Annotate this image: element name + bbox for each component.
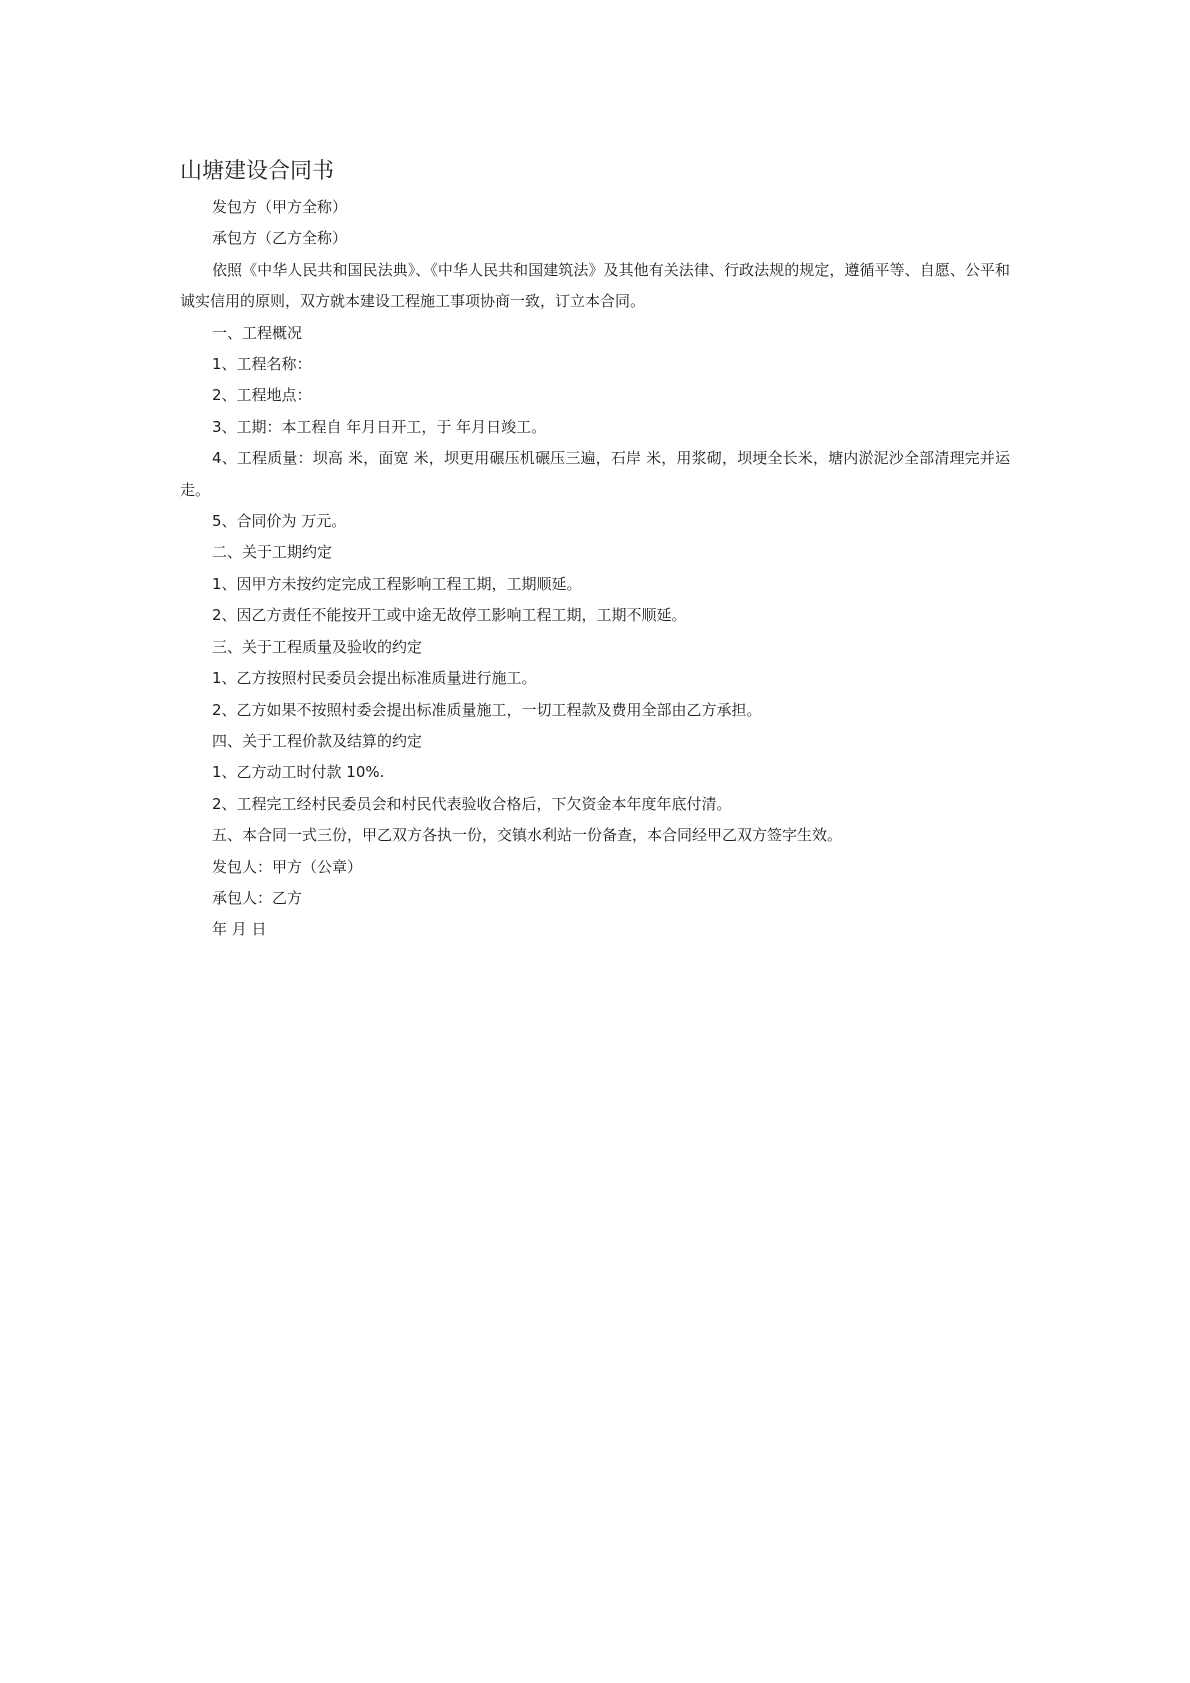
section-heading-5: 五、本合同一式三份，甲乙双方各执一份，交镇水利站一份备查，本合同经甲乙双方签字生效。 <box>212 826 843 845</box>
preamble-paragraph: 依照《中华人民共和国民法典》、《中华人民共和国建筑法》及其他有关法律、行政法规的规定，遵循平等、自愿、公平和诚实信用的原则，双方就本建设工程施工事项协商一致，订立本合同。 <box>180 260 1010 311</box>
document-title: 山塘建设合同书 <box>180 159 335 184</box>
document-body <box>180 152 1010 946</box>
section-heading-3: 三、关于工程质量及验收的约定 <box>212 637 423 656</box>
clause-quality-standard: 1、乙方按照村民委员会提出标准质量进行施工。 <box>212 669 537 688</box>
section-heading-1: 一、工程概况 <box>212 323 303 342</box>
clause-duration: 3、工期：本工程自 年月日开工，于 年月日竣工。 <box>212 417 547 436</box>
clause-delay-party-a: 1、因甲方未按约定完成工程影响工程工期，工期顺延。 <box>212 574 582 593</box>
clause-price: 5、合同价为 万元。 <box>212 512 347 531</box>
signature-contractor: 承包人：乙方 <box>212 888 303 907</box>
section-heading-2: 二、关于工期约定 <box>212 543 333 562</box>
clause-final-payment: 2、工程完工经村民委员会和村民代表验收合格后，下欠资金本年度年底付清。 <box>212 794 732 813</box>
clause-advance-payment: 1、乙方动工时付款 10%. <box>212 763 385 782</box>
signature-employer: 发包人：甲方（公章） <box>212 857 363 876</box>
section-heading-4: 四、关于工程价款及结算的约定 <box>212 731 423 750</box>
clause-delay-party-b: 2、因乙方责任不能按开工或中途无故停工影响工程工期，工期不顺延。 <box>212 606 687 625</box>
party-b-line: 承包方（乙方全称） <box>212 229 348 248</box>
signature-date: 年 月 日 <box>212 920 267 939</box>
clause-project-location: 2、工程地点： <box>212 386 312 405</box>
clause-quality-liability: 2、乙方如果不按照村委会提出标准质量施工，一切工程款及费用全部由乙方承担。 <box>212 700 762 719</box>
clause-quality: 4、工程质量：坝高 米，面宽 米，坝更用碾压机碾压三遍，石岸 米，用浆砌，坝埂全长米，塘内淤泥沙全部清理完并运走。 <box>180 449 1010 499</box>
party-a-line: 发包方（甲方全称） <box>212 198 348 216</box>
clause-project-name: 1、工程名称： <box>212 355 312 374</box>
